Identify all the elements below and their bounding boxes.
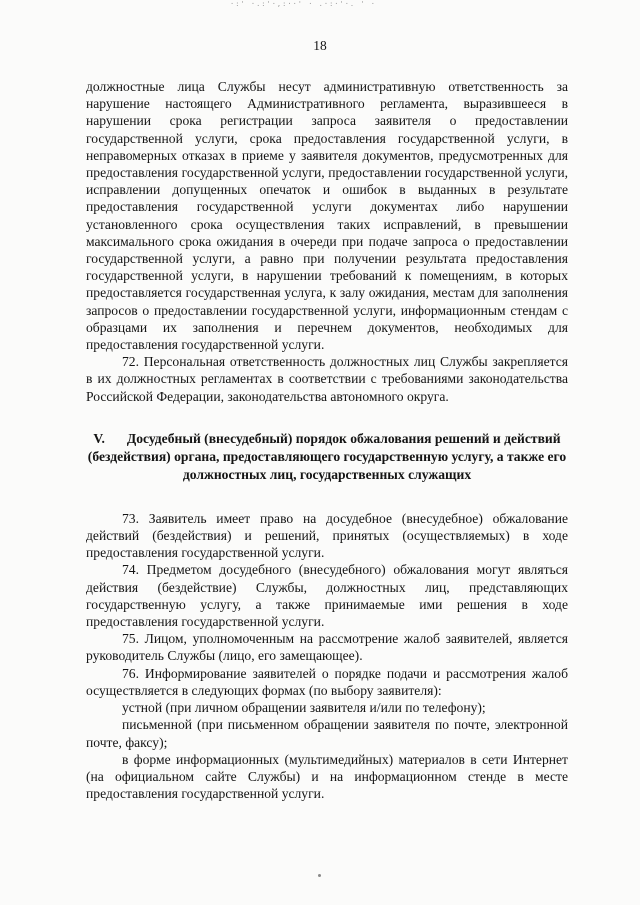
list-item-media: в форме информационных (мультимедийных) материалов в сети Интернет (на официальном сайте Службы) и на информационном стенде в месте предоставления государственной услуги.	[86, 751, 568, 802]
section-heading	[86, 430, 568, 484]
paragraph-continuation: должностные лица Службы несут административную ответственность за нарушение настоящего Административного регламента, выразившееся в нарушении срока регистрации запроса заявителя о предоставлении государственной услуги, срока предоставления государственной услуги, в неправомерных отказах в приеме у заявителя документов, предусмотренных для предоставления государственной услуги, предоставлении государственной услуги, исправлении допущенных опечаток и ошибок в выданных в результате предоставления государственной услуги документах либо нарушении установленного срока осуществления таких исправлений, в превышении максимального срока ожидания в очереди при подаче запроса о предоставлении государственной услуги, а равно при получении результата предоставления государственной услуги, в нарушении требований к помещениям, в которых предоставляется государственная услуга, к залу ожидания, местам для заполнения запросов о предоставлении государственной услуги, информационным стендам с образцами их заполнения и перечнем документов, необходимых для предоставления государственной услуги.	[86, 79, 568, 353]
page-number: 18	[313, 38, 327, 53]
scan-artifact: ·:' ·.:'·,:··' · .·:·'·. ' ·	[230, 0, 377, 8]
document-body	[86, 78, 568, 802]
list-item-written: письменной (при письменном обращении заявителя по почте, электронной почте, факсу);	[86, 717, 568, 750]
paragraph-75: 75. Лицом, уполномоченным на рассмотрение жалоб заявителей, является руководитель Службы (лицо, его замещающее).	[86, 631, 568, 664]
section-title: Досудебный (внесудебный) порядок обжалования решений и действий (бездействия) органа, предоставляющего государственную услугу, а также его должностных лиц, государственных служащих	[87, 430, 567, 482]
paragraph-76: 76. Информирование заявителей о порядке подачи и рассмотрения жалоб осуществляется в следующих формах (по выбору заявителя):	[86, 665, 568, 698]
section-number: V.	[93, 430, 105, 446]
paragraph-72: 72. Персональная ответственность должностных лиц Службы закрепляется в их должностных регламентах в соответствии с требованиями законодательства Российской Федерации, законодательства автономного округа.	[86, 354, 568, 404]
scan-dot	[318, 874, 321, 877]
paragraph-73: 73. Заявитель имеет право на досудебное (внесудебное) обжалование действий (бездействия) и решений, принятых (осуществляемых) в ходе предоставления государственной услуги.	[86, 510, 568, 561]
list-item-oral: устной (при личном обращении заявителя и/или по телефону);	[122, 700, 486, 716]
paragraph-74: 74. Предметом досудебного (внесудебного) обжалования могут являться действия (бездействие) Службы, должностных лиц, представляющих государственную услугу, а также принимаемые ими решения в ходе предоставления государственной услуги.	[86, 562, 568, 630]
